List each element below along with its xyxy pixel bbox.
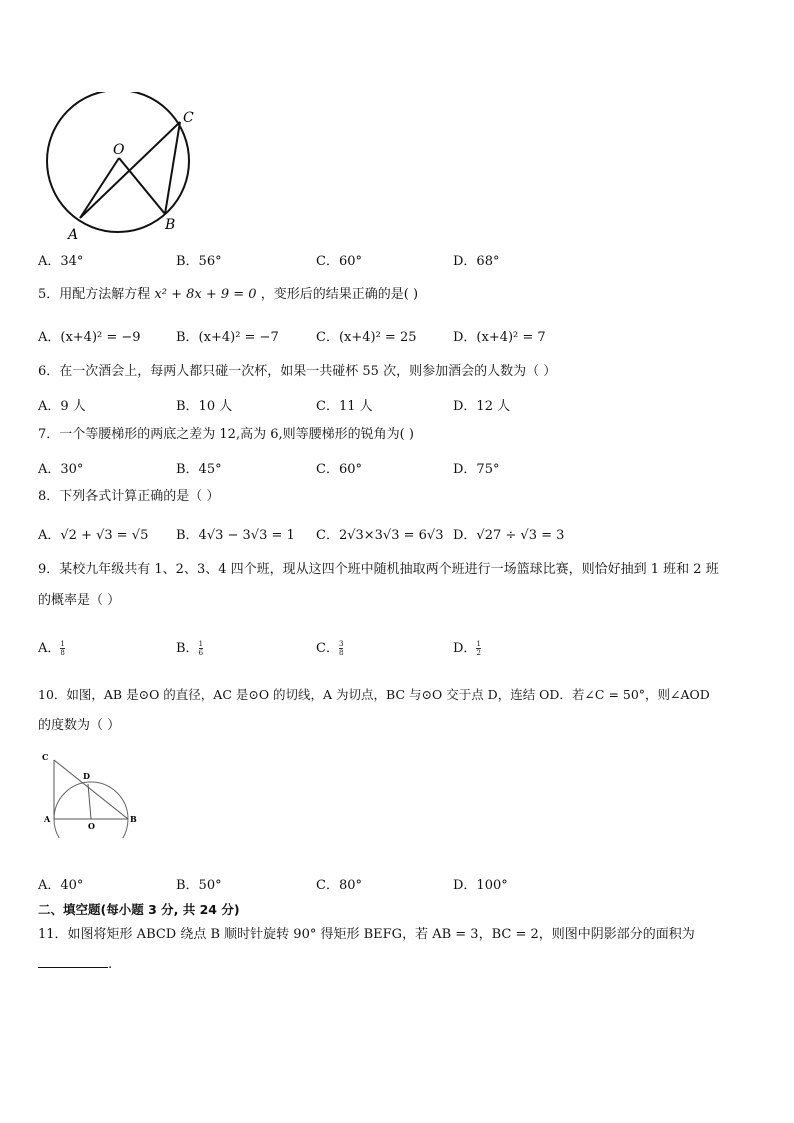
q6-option-b[interactable]: B．10 人 xyxy=(176,399,233,414)
q7-option-c[interactable]: C．60° xyxy=(316,462,362,477)
q9-option-b-label: B． xyxy=(176,641,199,656)
q9-option-c-label: C． xyxy=(316,641,339,656)
label-O: O xyxy=(113,142,125,158)
q9-option-c[interactable] xyxy=(316,637,343,657)
q9-option-b-fraction xyxy=(199,640,203,657)
q9-option-b[interactable] xyxy=(176,637,203,657)
q8-option-a[interactable]: A．√2 + √3 = √5 xyxy=(38,528,149,543)
fraction-denominator: 8 xyxy=(338,649,344,657)
q5-option-d[interactable]: D．(x+4)² = 7 xyxy=(453,330,546,345)
q10-option-d[interactable]: D．100° xyxy=(453,878,508,893)
q9-option-d-label: D． xyxy=(453,641,477,656)
q5-option-a[interactable]: A．(x+4)² = −9 xyxy=(38,330,141,345)
label-C: C xyxy=(183,110,194,126)
q5-stem-tail: ，变形后的结果正确的是( ) xyxy=(260,287,419,302)
fraction-numerator: 1 xyxy=(198,640,204,648)
fig10-label-A: A xyxy=(44,814,51,824)
label-A: A xyxy=(68,227,79,242)
q6-option-c[interactable]: C．11 人 xyxy=(316,399,373,414)
fraction-denominator: 8 xyxy=(60,649,65,657)
q11-answer-blank[interactable] xyxy=(38,955,108,968)
fraction-denominator: 2 xyxy=(476,649,481,657)
q9-option-a[interactable] xyxy=(38,637,65,657)
fig10-label-D: D xyxy=(83,771,90,781)
q7-stem: 7．一个等腰梯形的两底之差为 12,高为 6,则等腰梯形的锐角为( ) xyxy=(38,427,414,442)
q6-option-d[interactable]: D．12 人 xyxy=(453,399,511,414)
section-title-fill-in: 二、填空题(每小题 3 分, 共 24 分) xyxy=(38,902,240,917)
q10-option-a[interactable]: A．40° xyxy=(38,878,84,893)
fraction-numerator: 1 xyxy=(476,640,481,648)
q6-stem: 6．在一次酒会上，每两人都只碰一次杯，如果一共碰杯 55 次，则参加酒会的人数为（ ） xyxy=(38,364,557,379)
q5-equation: x² + 8x + 9 = 0 xyxy=(154,287,257,302)
q4-option-a[interactable]: A．34° xyxy=(38,254,84,269)
fraction-numerator: 1 xyxy=(60,640,65,648)
q4-option-d[interactable]: D．68° xyxy=(453,254,500,269)
q9-stem-line2: 的概率是（ ） xyxy=(38,593,121,608)
q6-option-a[interactable]: A．9 人 xyxy=(38,399,86,414)
q5-stem xyxy=(38,285,418,305)
circle-figure-q4 xyxy=(40,92,210,242)
q10-stem-line1: 10．如图，AB 是⊙O 的直径，AC 是⊙O 的切线，A 为切点，BC 与⊙O 交于点 D，连结 OD．若∠C = 50°，则∠AOD xyxy=(38,687,710,702)
q11-stem: 11．如图将矩形 ABCD 绕点 B 顺时针旋转 90° 得矩形 BEFG，若 AB = 3，BC = 2，则图中阴影部分的面积为 xyxy=(38,927,695,942)
q10-option-c[interactable]: C．80° xyxy=(316,878,362,893)
q9-option-a-label: A． xyxy=(38,641,61,656)
q8-option-d[interactable]: D．√27 ÷ √3 = 3 xyxy=(453,528,565,543)
q8-option-c[interactable]: C．2√3×3√3 = 6√3 xyxy=(316,528,444,543)
label-B: B xyxy=(165,217,176,233)
q5-option-b[interactable]: B．(x+4)² = −7 xyxy=(176,330,279,345)
q5-stem-text: 5．用配方法解方程 xyxy=(38,287,151,302)
fraction-numerator: 3 xyxy=(338,640,344,648)
q8-stem: 8．下列各式计算正确的是（ ） xyxy=(38,489,220,504)
fig10-label-O: O xyxy=(88,821,95,831)
q5-option-c[interactable]: C．(x+4)² = 25 xyxy=(316,330,417,345)
q7-option-a[interactable]: A．30° xyxy=(38,462,84,477)
circle-tangent-figure-q10 xyxy=(36,748,146,838)
q11-tail: . xyxy=(108,957,113,972)
fig10-label-B: B xyxy=(130,814,137,824)
fig10-label-C: C xyxy=(42,752,49,762)
q8-option-b[interactable]: B．4√3 − 3√3 = 1 xyxy=(176,528,295,543)
q9-option-a-fraction xyxy=(60,640,64,657)
q4-option-b[interactable]: B．56° xyxy=(176,254,222,269)
q9-stem-line1: 9．某校九年级共有 1、2、3、4 四个班，现从这四个班中随机抽取两个班进行一场篮球比赛，则恰好抽到 1 班和 2 班 xyxy=(38,562,719,577)
q9-option-d-fraction xyxy=(476,640,480,657)
fraction-denominator: 6 xyxy=(198,649,204,657)
q9-option-d[interactable] xyxy=(453,637,481,657)
q9-option-c-fraction xyxy=(339,640,343,657)
q10-option-b[interactable]: B．50° xyxy=(176,878,222,893)
q11-answer-line xyxy=(38,955,112,975)
q4-option-c[interactable]: C．60° xyxy=(316,254,362,269)
q7-option-b[interactable]: B．45° xyxy=(176,462,222,477)
q10-stem-line2: 的度数为（ ） xyxy=(38,718,121,733)
q7-option-d[interactable]: D．75° xyxy=(453,462,500,477)
